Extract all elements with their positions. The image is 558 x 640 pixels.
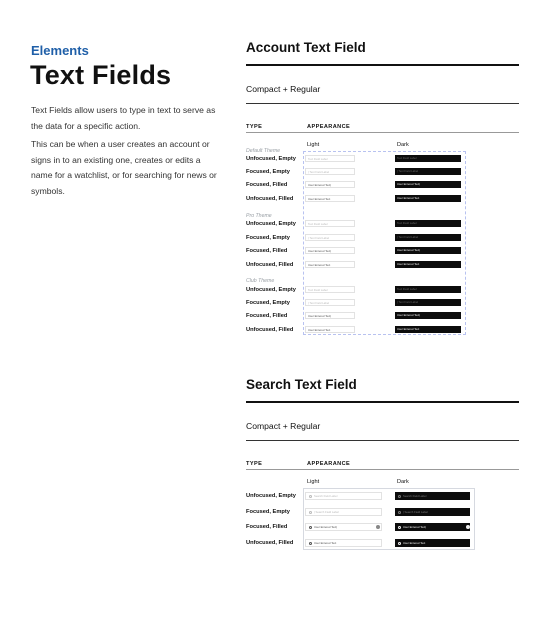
text-field-light[interactable]: User Entered Text	[305, 326, 355, 333]
search-icon	[309, 495, 312, 498]
state-label: Focused, Filled	[246, 182, 288, 188]
state-label: Focused, Filled	[246, 524, 288, 530]
section-kicker: Elements	[31, 43, 89, 58]
light-column-label: Light	[307, 479, 320, 485]
state-label: Focused, Empty	[246, 169, 290, 175]
light-column-label: Light	[307, 142, 320, 148]
page-title: Text Fields	[30, 60, 172, 90]
state-label: Unfocused, Empty	[246, 493, 296, 499]
search-field-text: Search Field Label	[403, 494, 427, 498]
search-section-heading: Search Text Field	[246, 377, 357, 392]
state-label: Unfocused, Filled	[246, 327, 294, 333]
text-field-light[interactable]: | Text Field Label	[305, 234, 355, 241]
state-label: Unfocused, Empty	[246, 287, 296, 293]
search-field-text: User Entered Text	[314, 541, 337, 545]
search-field-dark[interactable]	[395, 508, 470, 516]
state-label: Unfocused, Filled	[246, 540, 294, 546]
divider	[246, 103, 519, 104]
text-field-dark[interactable]: User Entered Text	[395, 195, 461, 202]
divider	[246, 401, 519, 403]
account-section-heading: Account Text Field	[246, 40, 366, 55]
divider	[246, 64, 519, 66]
search-icon	[398, 495, 401, 498]
divider	[246, 132, 519, 133]
component-frame	[303, 151, 466, 335]
clear-icon[interactable]	[376, 525, 380, 529]
state-label: Focused, Empty	[246, 235, 290, 241]
state-label: Unfocused, Empty	[246, 156, 296, 162]
state-label: Unfocused, Filled	[246, 262, 294, 268]
text-field-light[interactable]: | Text Field Label	[305, 299, 355, 306]
state-label: Unfocused, Empty	[246, 221, 296, 227]
search-field-text: User Entered Text|	[403, 525, 427, 529]
search-field-text: | Search Field Label	[314, 510, 339, 514]
search-field-dark[interactable]	[395, 492, 470, 500]
text-field-light[interactable]: User Entered Text|	[305, 312, 355, 319]
clear-icon[interactable]	[466, 525, 470, 529]
search-field-text: User Entered Text	[403, 541, 426, 545]
column-header-appearance: APPEARANCE	[307, 461, 351, 467]
search-field-text: Search Field Label	[314, 494, 338, 498]
text-field-light[interactable]: Text Field Label	[305, 155, 355, 162]
search-icon	[309, 511, 312, 514]
state-label: Focused, Empty	[246, 300, 290, 306]
divider	[246, 469, 519, 470]
column-header-appearance: APPEARANCE	[307, 124, 351, 130]
state-label: Focused, Filled	[246, 313, 288, 319]
text-field-dark[interactable]: User Entered Text	[395, 261, 461, 268]
text-field-dark[interactable]: User Entered Text|	[395, 312, 461, 319]
search-icon	[398, 542, 401, 545]
theme-label: Club Theme	[246, 278, 275, 284]
text-field-dark[interactable]: | Text Field Label	[395, 234, 461, 241]
text-field-dark[interactable]: Text Field Label	[395, 220, 461, 227]
account-subheading: Compact + Regular	[246, 84, 321, 94]
search-icon	[398, 511, 401, 514]
text-field-light[interactable]: User Entered Text	[305, 195, 355, 202]
theme-label: Pro Theme	[246, 213, 272, 219]
state-label: Unfocused, Filled	[246, 196, 294, 202]
text-field-dark[interactable]: | Text Field Label	[395, 168, 461, 175]
text-field-light[interactable]: User Entered Text	[305, 261, 355, 268]
text-field-dark[interactable]: Text Field Label	[395, 286, 461, 293]
column-header-type: TYPE	[246, 124, 263, 130]
search-field-light[interactable]	[305, 539, 382, 547]
search-field-text: User Entered Text|	[314, 525, 338, 529]
state-label: Focused, Filled	[246, 248, 288, 254]
state-label: Focused, Empty	[246, 509, 290, 515]
text-field-dark[interactable]: Text Field Label	[395, 155, 461, 162]
search-icon	[309, 526, 312, 529]
text-field-light[interactable]: Text Field Label	[305, 220, 355, 227]
search-field-dark[interactable]	[395, 523, 470, 531]
search-field-dark[interactable]	[395, 539, 470, 547]
dark-column-label: Dark	[397, 142, 409, 148]
theme-label: Default Theme	[246, 148, 281, 154]
search-field-text: | Search Field Label	[403, 510, 428, 514]
text-field-light[interactable]: User Entered Text|	[305, 247, 355, 254]
search-field-light[interactable]	[305, 523, 382, 531]
text-field-light[interactable]: Text Field Label	[305, 286, 355, 293]
search-icon	[309, 542, 312, 545]
text-field-dark[interactable]: User Entered Text|	[395, 247, 461, 254]
column-header-type: TYPE	[246, 461, 263, 467]
description-paragraph-2: This can be when a user creates an account or signs in to an existing one, creates or edits a name for a watchlist, or for searching for news or symbols.	[31, 139, 217, 196]
text-field-light[interactable]: User Entered Text|	[305, 181, 355, 188]
divider	[246, 440, 519, 441]
search-field-light[interactable]	[305, 508, 382, 516]
text-field-dark[interactable]: User Entered Text	[395, 326, 461, 333]
description-paragraph-1: Text Fields allow users to type in text to serve as the data for a specific action.	[31, 105, 216, 131]
search-icon	[398, 526, 401, 529]
text-field-light[interactable]: | Text Field Label	[305, 168, 355, 175]
search-field-light[interactable]	[305, 492, 382, 500]
text-field-dark[interactable]: | Text Field Label	[395, 299, 461, 306]
text-field-dark[interactable]: User Entered Text|	[395, 181, 461, 188]
search-subheading: Compact + Regular	[246, 421, 321, 431]
dark-column-label: Dark	[397, 479, 409, 485]
